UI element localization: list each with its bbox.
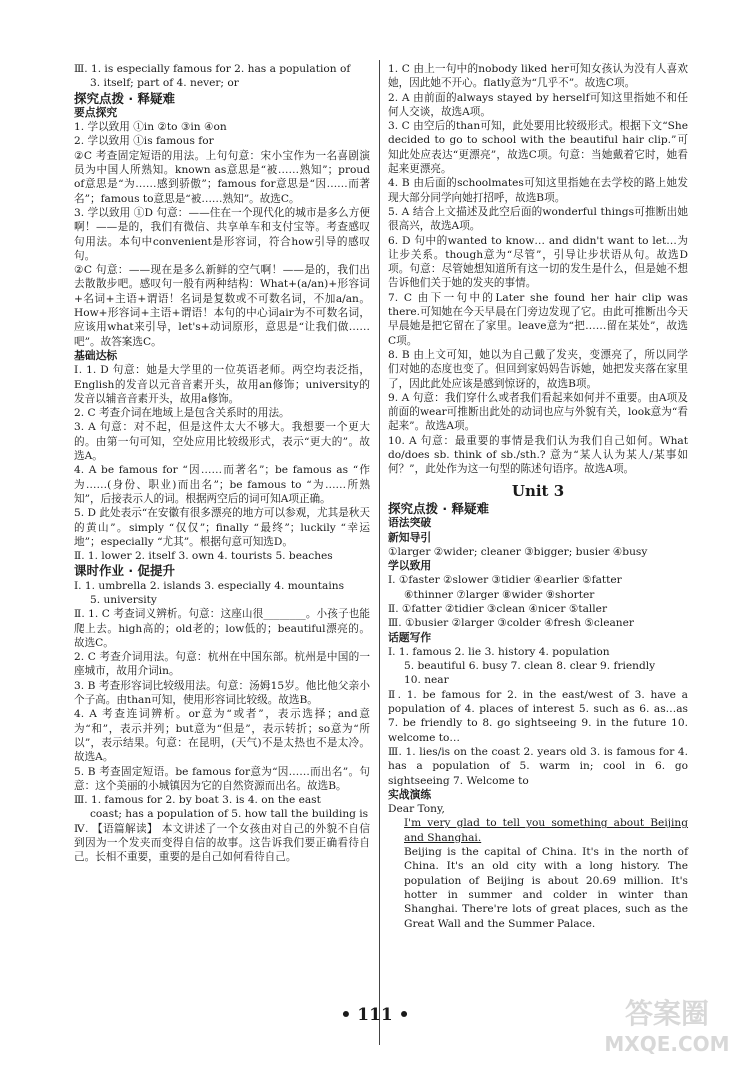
- left-column: [74, 62, 370, 865]
- answer-line: Ⅲ. ①busier ②larger ③colder ④fresh ⑤cleaner: [388, 617, 634, 630]
- answer-line: 3. 学以致用 ①D 句意：——住在一个现代化的城市是多么方便啊！——是的，我们有微信、共享单车和支付宝等。考查感叹句用法。本句中convenient是形容词，符合how引导的感叹句。: [74, 206, 370, 262]
- answer-line: Ⅳ. 【语篇解读】 本文讲述了一个女孩由对自己的外貌不自信到因为一个发夹而变得自信的故事。这告诉我们要正确看待自己。长相不重要，重要的是自己如何看待自己。: [74, 822, 370, 864]
- answer-line: Ⅱ. 1. C 考查词义辨析。句意：这座山很________。小孩子也能爬上去。high高的；old老的；low低的；beautiful漂亮的。故选C。: [74, 608, 370, 649]
- answer-line: ②C 句意：——现在是多么新鲜的空气啊！——是的，我们出去散散步吧。感叹句一般有两种结构：What+(a/an)+形容词+名词+主语+谓语！名词是复数或不可数名词，不加a/an。How+形容词+主语+谓语！本句的中心词air为不可数名词，应该用what来引导，let's+动词原形，意思是“让我们做……吧”。故答案选C。: [74, 264, 370, 348]
- answer-line: 4. A 考查连词辨析。or意为“或者”，表示选择；and意为“和”，表示并列；but意为“但是”，表示转折；so意为“所以”，表示结果。句意：在昆明，(天气)不是太热也不是太冷。故选A。: [74, 708, 370, 764]
- answer-line: 4. A be famous for “因……而著名”；be famous as “作为……(身份、职业)而出名”；be famous to “为……所熟知”，后接表示人的词。根据两空后的词可知A项正确。: [74, 464, 370, 505]
- answer-line: 7. C 由下一句中的Later she found her hair clip was there.可知她在今天早晨在门旁边发现了它。由此可推断出今天早晨她是把它留在了家里。leave意为“把……留在某处”，故选C项。: [388, 291, 688, 347]
- answer-line: 1. 学以致用 ①in ②to ③in ④on: [74, 121, 227, 134]
- answer-line: Ⅱ. 1. be famous for 2. in the east/west of 3. have a population of 4. places of interest 5. such as 6. as…as 7. be friendly to 8. go sightseeing 9. in the future 10. welcome to…: [388, 688, 688, 744]
- answer-line: 2. C 考查介词用法。句意：杭州在中国东部。杭州是中国的一座城市，故用介词in。: [74, 651, 370, 678]
- sub-heading: 基础达标: [74, 348, 118, 362]
- letter-intro: I'm very glad to tell you something about Beijing and Shanghai.: [404, 817, 688, 844]
- answer-line: 5. B 考查固定短语。be famous for意为“因……而出名”。句意：这个美丽的小城镇因为它的自然资源而出名。故选B。: [74, 765, 370, 792]
- section-heading: 探究点拨 · 释疑难: [388, 500, 489, 516]
- answer-line: ①larger ②wider; cleaner ③bigger; busier ④busy: [388, 545, 648, 558]
- answer-line: Ⅰ. 1. D 句意：她是大学里的一位英语老师。两空均表泛指，English的发音以元音音素开头，故用an修饰；university的发音以辅音音素开头，故用a修饰。: [74, 364, 370, 405]
- sub-heading: 实战演练: [388, 787, 432, 801]
- answer-line: 3. B 考查形容词比较级用法。句意：汤姆15岁。他比他父亲小个子高。由than可知，使用形容词比较级。故选B。: [74, 679, 370, 707]
- sub-heading: 要点探究: [74, 105, 118, 119]
- answer-line: Ⅱ. ①fatter ②tidier ③clean ④nicer ⑤taller: [388, 602, 608, 615]
- answer-line: Ⅰ. 1. famous 2. lie 3. history 4. population: [388, 645, 610, 658]
- right-column-flow: [388, 62, 688, 802]
- letter-greeting: Dear Tony,: [388, 803, 445, 816]
- answer-line: 3. C 由空后的than可知，此处要用比较级形式。根据下文“She decided to go to school with the beautiful hair clip.”可知此处应表达“更漂亮”，故选C项。句意：当她戴着它时，她看起来更漂亮。: [388, 120, 688, 176]
- answer-line: Ⅲ. 1. famous for 2. by boat 3. is 4. on the east: [74, 794, 321, 807]
- unit-title: Unit 3: [511, 481, 565, 500]
- section-heading: 探究点拨 · 释疑难: [74, 90, 175, 106]
- writing-sample-letter: [388, 802, 688, 931]
- answer-line: 2. C 考查介词在地域上是包含关系时的用法。: [74, 407, 290, 420]
- page-number: • 111 •: [340, 1005, 410, 1025]
- answer-line: 9. A 句意：我们穿什么或者我们看起来如何并不重要。由A项及前面的wear可推断出此处的动词也应与外貌有关，look意为“看起来”。故选A项。: [388, 391, 688, 433]
- answer-line: 10. A 句意：最重要的事情是我们认为我们自己如何。What do/does sb. think of sb./sth.? 意为“某人认为某人/某事如何？”，此处作为这一句型的陈述句语序。故选A项。: [388, 434, 688, 476]
- answer-line: 3. A 句意：对不起，但是这件太大不够大。我想要一个更大的。由第一句可知，空处应用比较级形式，表示“更大的”。故选A。: [74, 421, 370, 463]
- answer-line: Ⅲ. 1. lies/is on the coast 2. years old 3. is famous for 4. has a population of 5. warm in; cool in 6. go sightseeing 7. Welcome to: [388, 745, 688, 787]
- answer-line: 2. 学以致用 ①is famous for: [74, 135, 214, 148]
- answer-line: ②C 考查固定短语的用法。上句句意：宋小宝作为一名喜剧演员为中国人所熟知。known as意思是“被……熟知”；proud of意思是“为……感到骄傲”；famous for意思是“因……而著名”；famous to意思是“被……熟知”。故选C。: [74, 149, 370, 205]
- sub-heading: 语法突破: [388, 516, 432, 530]
- answer-line: 2. A 由前面的always stayed by herself可知这里指她不和任何人交谈，故选A项。: [388, 91, 688, 118]
- watermark-logo: [592, 989, 742, 1059]
- section-heading: 课时作业 · 促提升: [74, 563, 175, 579]
- answer-line: coast; has a population of 5. how tall the building is: [90, 808, 369, 821]
- answer-line: 1. C 由上一句中的nobody liked her可知女孩认为没有人喜欢她，因此她不开心。flatly意为“几乎不”。故选C项。: [388, 63, 688, 90]
- answer-line: Ⅱ. 1. lower 2. itself 3. own 4. tourists 5. beaches: [74, 550, 333, 563]
- sub-heading: 话题写作: [388, 630, 432, 644]
- sub-heading: 学以致用: [388, 559, 432, 573]
- letter-body: Beijing is the capital of China. It's in the north of China. It's an old city with a long history. The population of Beijing is about 20.69 million. It's hotter in summer and colder in winter than Shanghai. There're lots of great places, such as the Great Wall and the Summer Palace.: [404, 846, 688, 930]
- answer-line: Ⅲ. 1. is especially famous for 2. has a population of: [74, 63, 351, 75]
- answer-line: Ⅰ. 1. umbrella 2. islands 3. especially 4. mountains: [74, 579, 345, 592]
- column-divider: [379, 60, 380, 1045]
- watermark-domain: MXQE.COM: [604, 1032, 730, 1056]
- answer-line: 8. B 由上文可知，她以为自己戴了发夹，变漂亮了，所以同学们对她的态度也变了。但回到家妈妈告诉她，她把发夹落在家里了，因此此处应该是感到惊讶的，故选B项。: [388, 348, 688, 390]
- answer-line: 4. B 由后面的schoolmates可知这里指她在去学校的路上她发现大部分同学向她打招呼，故选B项。: [388, 177, 688, 204]
- answer-line: Ⅰ. ①faster ②slower ③tidier ④earlier ⑤fatter: [388, 574, 622, 587]
- answer-line: 5. beautiful 6. busy 7. clean 8. clear 9. friendly: [404, 660, 656, 673]
- answer-line: 6. D 句中的wanted to know… and didn't want to let…为让步关系。though意为“尽管”，引导让步状语从句。故选D项。句意：尽管她想知道所有这一切的发生是什么，但是她不想告诉他们关于她的发夹的事情。: [388, 234, 688, 290]
- answer-line: 5. D 此处表示“在安徽有很多漂亮的地方可以参观，尤其是秋天的黄山”。simply “仅仅”；finally “最终”；luckily “幸运地”；especially “尤其”。根据句意可知选D。: [74, 507, 370, 548]
- answer-line: 3. itself; part of 4. never; or: [90, 77, 239, 90]
- answer-line: 10. near: [404, 674, 449, 687]
- sub-heading: 新知导引: [388, 530, 432, 544]
- right-column: [388, 62, 688, 931]
- watermark-text: 答案圈: [624, 997, 710, 1030]
- answer-line: 5. A 结合上文描述及此空后面的wonderful things可推断出她很高兴，故选A项。: [388, 205, 688, 233]
- answer-line: 5. university: [90, 593, 157, 606]
- answer-line: ⑥thinner ⑦larger ⑧wider ⑨shorter: [404, 588, 595, 601]
